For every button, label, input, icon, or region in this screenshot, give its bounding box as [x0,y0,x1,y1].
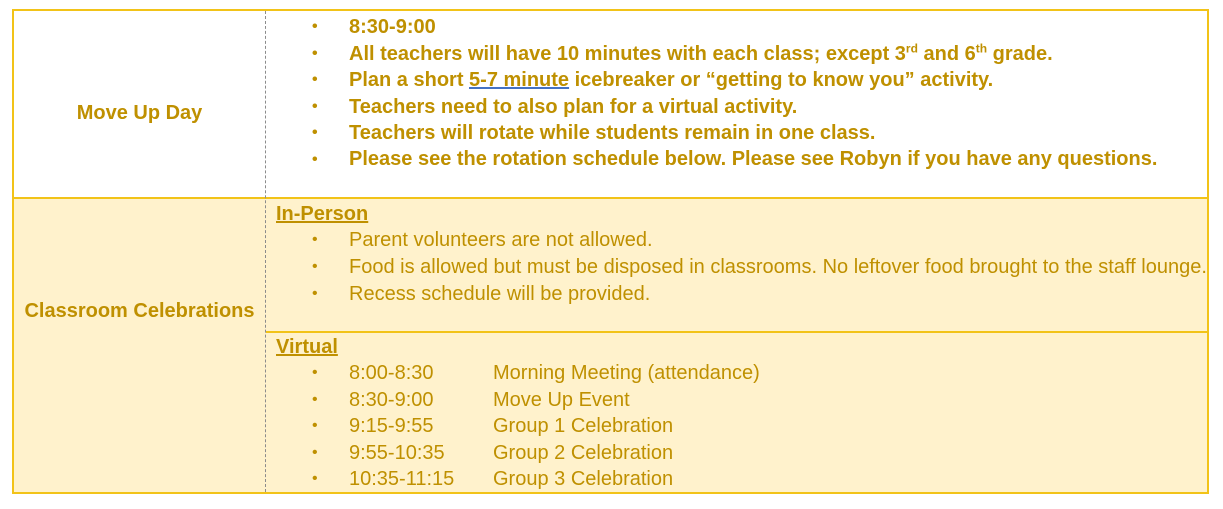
schedule-item: • 8:00-8:30 Morning Meeting (attendance) [266,360,1207,387]
schedule-item: • 10:35-11:15 Group 3 Celebration [266,466,1207,493]
list-item: • 8:30-9:00 [266,14,1207,41]
section-divider [266,331,1207,333]
list-item: • Plan a short 5-7 minute icebreaker or “getting to know you” activity. [266,67,1207,94]
list-item: • Teachers need to also plan for a virtual activity. [266,94,1207,121]
schedule-item: • 9:55-10:35 Group 2 Celebration [266,440,1207,467]
list-item: • All teachers will have 10 minutes with each class; except 3rd and 6th grade. [266,41,1207,68]
schedule-item: • 8:30-9:00 Move Up Event [266,387,1207,414]
move-up-day-label: Move Up Day [76,102,203,124]
schedule-item: • 9:15-9:55 Group 1 Celebration [266,413,1207,440]
list-item: • Food is allowed but must be disposed in classrooms. No leftover food brought to the staff lounge. [266,254,1207,281]
in-person-list [266,227,1207,307]
classroom-celebrations-label: Classroom Celebrations [24,300,255,322]
list-item: • Recess schedule will be provided. [266,281,1207,308]
list-item: • Teachers will rotate while students remain in one class. [266,120,1207,147]
move-up-day-list [266,14,1207,172]
schedule-table [12,9,1209,494]
virtual-heading: Virtual [276,336,338,358]
move-up-day-content [266,14,1207,172]
underlined-duration: 5-7 minute [469,69,570,91]
virtual-section [266,334,1207,493]
in-person-heading: In-Person [276,203,369,225]
in-person-section [266,201,1207,307]
list-item: • Please see the rotation schedule below. Please see Robyn if you have any questions. [266,147,1207,172]
column-divider [265,11,266,492]
move-up-day-row [14,11,1207,199]
classroom-celebrations-row [14,199,1207,492]
virtual-schedule-list [266,360,1207,493]
list-item: • Parent volunteers are not allowed. [266,227,1207,254]
